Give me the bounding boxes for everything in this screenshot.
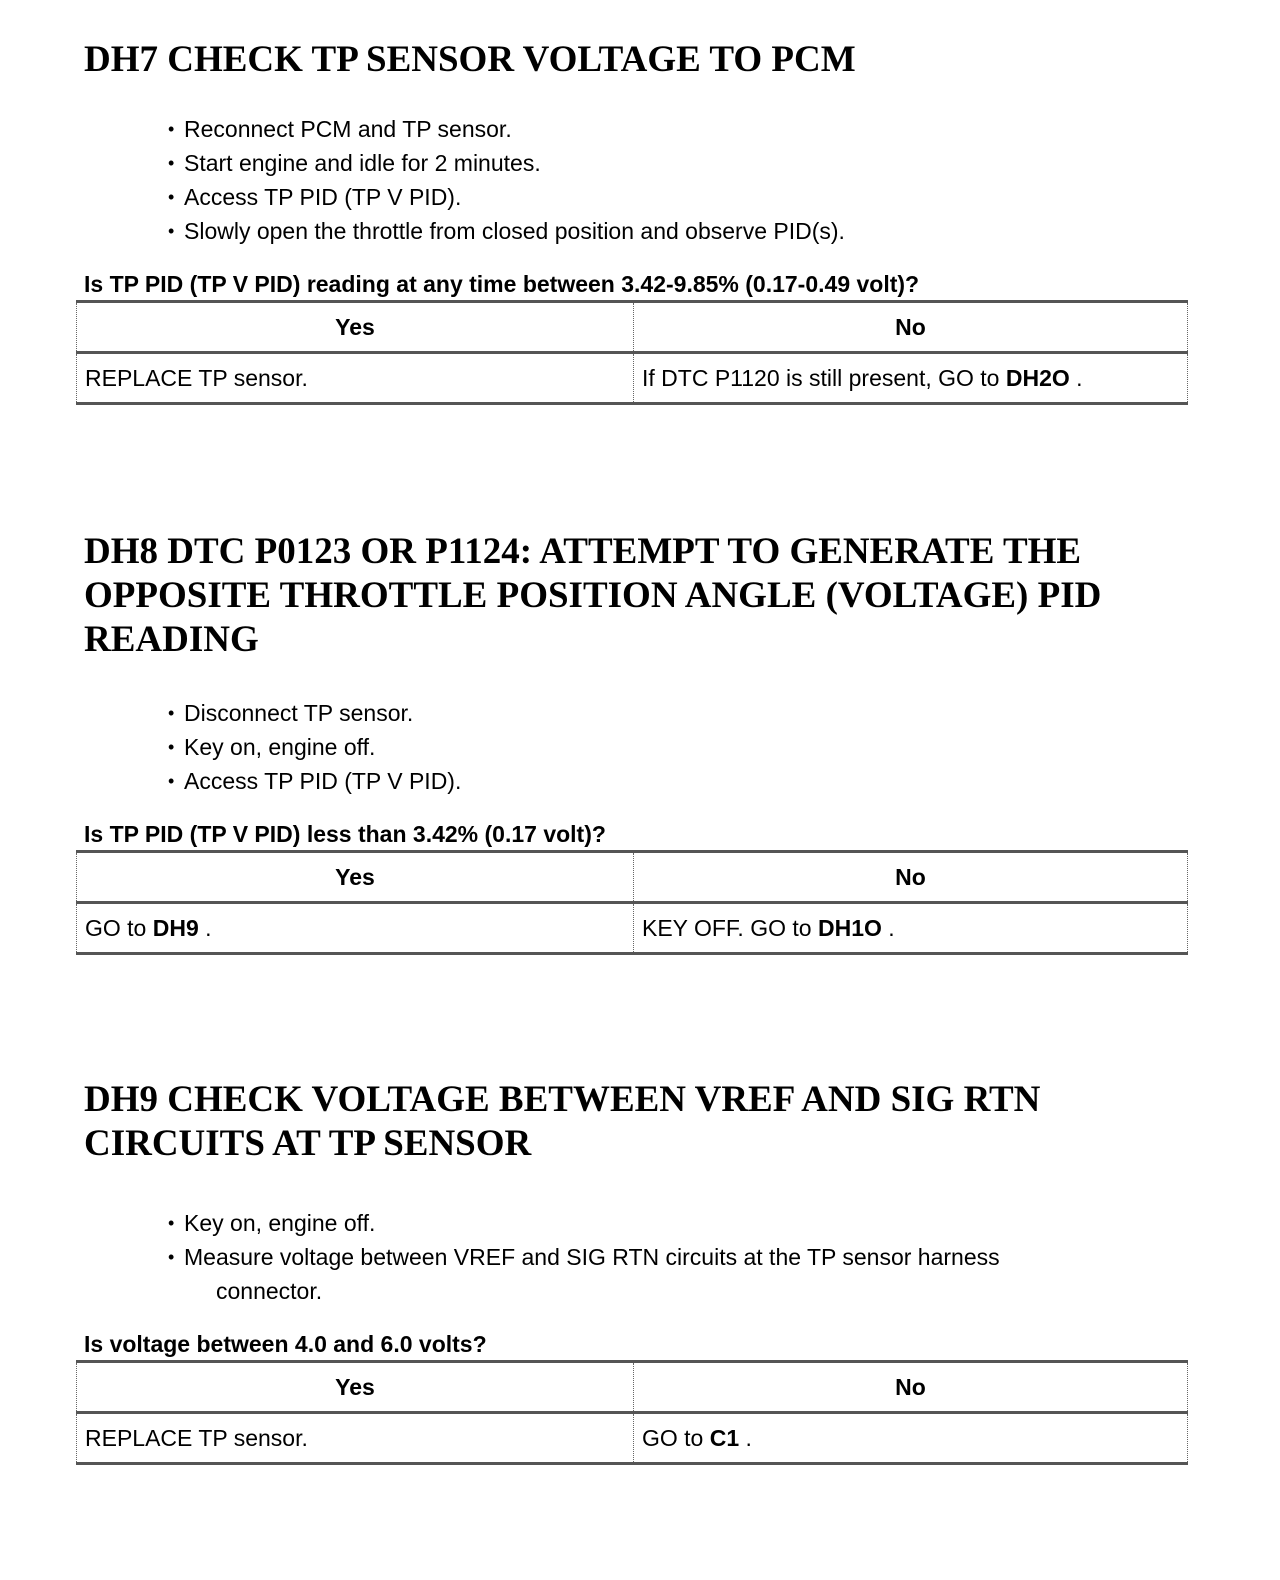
answer-table: [76, 300, 1188, 405]
step-list: [76, 1206, 1188, 1308]
section-heading: DH7 CHECK TP SENSOR VOLTAGE TO PCM: [84, 39, 856, 80]
step-reference-link[interactable]: DH2O: [1005, 364, 1070, 391]
step-list: [76, 696, 1188, 798]
table-header-row: [77, 852, 1188, 903]
yes-cell: GO to DH9 .: [77, 903, 634, 954]
list-item: • Access TP PID (TP V PID).: [168, 184, 462, 210]
table-header-row: [77, 1362, 1188, 1413]
step-reference-link[interactable]: DH9: [152, 914, 199, 941]
list-item: • Start engine and idle for 2 minutes.: [168, 150, 541, 176]
list-item: • Measure voltage between VREF and SIG RTN circuits at the TP sensor harness connector.: [168, 1244, 1000, 1304]
section-dh9: [76, 1078, 1188, 1465]
step-reference-link[interactable]: C1: [709, 1424, 740, 1451]
no-cell: If DTC P1120 is still present, GO to DH2O .: [634, 353, 1188, 404]
yes-cell: REPLACE TP sensor.: [77, 353, 634, 404]
yes-header: Yes: [77, 302, 634, 353]
section-dh8: [76, 530, 1188, 955]
question: Is TP PID (TP V PID) reading at any time between 3.42-9.85% (0.17-0.49 volt)?: [84, 271, 920, 297]
answer-table: [76, 1360, 1188, 1465]
table-row: [77, 1413, 1188, 1464]
question: Is TP PID (TP V PID) less than 3.42% (0.17 volt)?: [84, 821, 606, 847]
table-row: [77, 903, 1188, 954]
step-reference-link[interactable]: DH1O: [817, 914, 882, 941]
step-list: [76, 112, 1188, 248]
no-cell: GO to C1 .: [634, 1413, 1188, 1464]
yes-header: Yes: [77, 1362, 634, 1413]
section-dh7: [76, 38, 1188, 405]
list-item: • Disconnect TP sensor.: [168, 700, 414, 726]
no-header: No: [634, 1362, 1188, 1413]
section-heading: DH8 DTC P0123 OR P1124: ATTEMPT TO GENERATE THE OPPOSITE THROTTLE POSITION ANGLE (VOLTAGE) PID READING: [84, 531, 1102, 660]
no-header: No: [634, 852, 1188, 903]
answer-table: [76, 850, 1188, 955]
list-item: • Access TP PID (TP V PID).: [168, 768, 462, 794]
list-item: • Key on, engine off.: [168, 734, 376, 760]
yes-cell: REPLACE TP sensor.: [77, 1413, 634, 1464]
question: Is voltage between 4.0 and 6.0 volts?: [84, 1331, 487, 1357]
list-item: • Key on, engine off.: [168, 1210, 376, 1236]
table-row: [77, 353, 1188, 404]
table-header-row: [77, 302, 1188, 353]
no-header: No: [634, 302, 1188, 353]
section-heading: DH9 CHECK VOLTAGE BETWEEN VREF AND SIG RTN CIRCUITS AT TP SENSOR: [84, 1079, 1041, 1164]
list-item: • Reconnect PCM and TP sensor.: [168, 116, 512, 142]
no-cell: KEY OFF. GO to DH1O .: [634, 903, 1188, 954]
yes-header: Yes: [77, 852, 634, 903]
list-item: • Slowly open the throttle from closed position and observe PID(s).: [168, 218, 845, 244]
